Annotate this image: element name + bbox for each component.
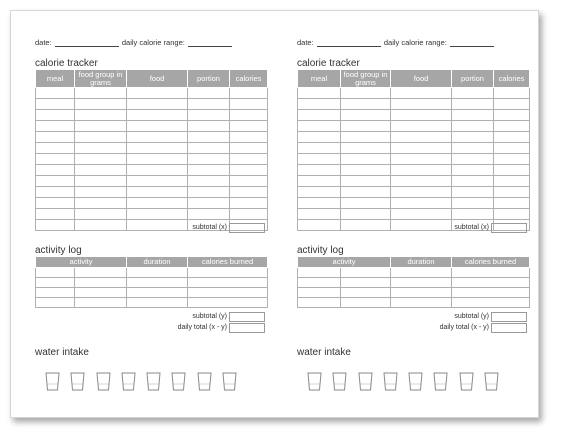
table-row	[36, 298, 268, 308]
table-cell[interactable]	[36, 121, 75, 132]
table-cell[interactable]	[36, 143, 75, 154]
calorie-table	[297, 69, 530, 231]
table-cell[interactable]	[230, 99, 268, 110]
water-glass-icon[interactable]	[197, 372, 212, 391]
table-row	[298, 288, 530, 298]
table-cell[interactable]	[494, 110, 530, 121]
table-cell[interactable]	[341, 121, 391, 132]
table-row	[298, 143, 530, 154]
table-row	[36, 268, 268, 278]
table-cell[interactable]	[494, 132, 530, 143]
table-cell[interactable]	[452, 154, 494, 165]
table-cell[interactable]	[298, 99, 341, 110]
table-row	[36, 132, 268, 143]
table-cell[interactable]	[75, 121, 127, 132]
daily-total-label: daily total (x - y)	[177, 324, 227, 331]
table-cell[interactable]	[127, 298, 188, 308]
table-cell[interactable]	[75, 209, 127, 220]
table-row	[298, 99, 530, 110]
subtotal-y-field[interactable]	[491, 312, 527, 322]
daily-total-field[interactable]	[229, 323, 265, 333]
subtotal-y-label: subtotal (y)	[192, 313, 227, 320]
activity-log-title: activity log	[297, 245, 344, 256]
table-row	[36, 99, 268, 110]
table-cell[interactable]	[188, 176, 230, 187]
calorie-table	[35, 69, 268, 231]
table-cell[interactable]	[341, 268, 391, 278]
header-duration: duration	[391, 257, 452, 268]
table-row	[298, 268, 530, 278]
table-cell[interactable]	[298, 176, 341, 187]
table-cell[interactable]	[75, 298, 127, 308]
header-activity: activity	[298, 257, 391, 268]
table-cell[interactable]	[188, 88, 230, 99]
table-row	[36, 278, 268, 288]
activity-header-row	[36, 257, 268, 268]
table-cell[interactable]	[75, 288, 127, 298]
table-cell[interactable]	[127, 154, 188, 165]
table-row	[36, 187, 268, 198]
table-cell[interactable]	[36, 298, 75, 308]
calorie-tracker-title: calorie tracker	[297, 58, 360, 69]
table-cell[interactable]	[452, 198, 494, 209]
table-cell[interactable]	[188, 132, 230, 143]
table-cell[interactable]	[75, 268, 127, 278]
table-cell[interactable]	[127, 198, 188, 209]
day-panel-left	[35, 11, 267, 417]
table-cell[interactable]	[230, 88, 268, 99]
water-glass-icon[interactable]	[146, 372, 161, 391]
table-row	[298, 88, 530, 99]
header-food-group: food group in grams	[341, 70, 391, 88]
header-activity: activity	[36, 257, 127, 268]
header-meal: meal	[298, 70, 341, 88]
table-cell[interactable]	[341, 176, 391, 187]
table-cell[interactable]	[298, 165, 341, 176]
table-cell[interactable]	[127, 187, 188, 198]
table-row	[36, 154, 268, 165]
table-cell[interactable]	[36, 268, 75, 278]
table-cell[interactable]	[391, 121, 452, 132]
table-cell[interactable]	[230, 121, 268, 132]
table-cell[interactable]	[341, 198, 391, 209]
table-cell[interactable]	[127, 268, 188, 278]
calorie-rows	[298, 88, 530, 231]
table-cell[interactable]	[391, 110, 452, 121]
calorie-range-label: daily calorie range:	[383, 38, 447, 47]
water-cups	[307, 372, 509, 394]
table-row	[36, 209, 268, 220]
table-cell[interactable]	[188, 110, 230, 121]
table-cell[interactable]	[36, 165, 75, 176]
date-line	[297, 38, 537, 47]
water-glass-icon[interactable]	[332, 372, 347, 391]
table-cell[interactable]	[452, 99, 494, 110]
header-food: food	[127, 70, 188, 88]
water-glass-icon[interactable]	[222, 372, 237, 391]
table-cell[interactable]	[494, 143, 530, 154]
table-cell[interactable]	[75, 99, 127, 110]
table-cell[interactable]	[298, 143, 341, 154]
table-cell[interactable]	[75, 165, 127, 176]
table-cell[interactable]	[36, 132, 75, 143]
table-cell[interactable]	[75, 143, 127, 154]
water-glass-icon[interactable]	[459, 372, 474, 391]
table-cell[interactable]	[452, 132, 494, 143]
table-cell[interactable]	[75, 187, 127, 198]
header-food: food	[391, 70, 452, 88]
table-cell[interactable]	[230, 209, 268, 220]
table-cell[interactable]	[341, 154, 391, 165]
table-cell[interactable]	[452, 121, 494, 132]
water-intake-title: water intake	[297, 347, 351, 358]
table-cell[interactable]	[494, 121, 530, 132]
header-portion: portion	[452, 70, 494, 88]
header-food-group: food group in grams	[75, 70, 127, 88]
table-cell[interactable]	[188, 121, 230, 132]
table-cell[interactable]	[188, 288, 268, 298]
table-row	[298, 209, 530, 220]
subtotal-y-line	[297, 312, 527, 322]
table-cell[interactable]	[298, 198, 341, 209]
water-glass-icon[interactable]	[70, 372, 85, 391]
table-cell[interactable]	[452, 288, 530, 298]
water-glass-icon[interactable]	[121, 372, 136, 391]
calorie-range-label: daily calorie range:	[121, 38, 185, 47]
table-cell[interactable]	[298, 298, 341, 308]
table-cell[interactable]	[127, 143, 188, 154]
table-cell[interactable]	[36, 209, 75, 220]
table-cell[interactable]	[230, 154, 268, 165]
table-cell[interactable]	[391, 198, 452, 209]
table-cell[interactable]	[127, 88, 188, 99]
table-cell[interactable]	[341, 165, 391, 176]
header-calories-burned: calories burned	[452, 257, 530, 268]
table-cell[interactable]	[391, 176, 452, 187]
table-cell[interactable]	[188, 165, 230, 176]
table-row	[298, 298, 530, 308]
water-glass-icon[interactable]	[383, 372, 398, 391]
day-panel-right	[297, 11, 529, 417]
table-cell[interactable]	[188, 187, 230, 198]
table-cell[interactable]	[494, 176, 530, 187]
table-cell[interactable]	[298, 268, 341, 278]
table-cell[interactable]	[494, 154, 530, 165]
table-cell[interactable]	[230, 165, 268, 176]
subtotal-x-field[interactable]	[229, 223, 265, 233]
table-cell[interactable]	[452, 268, 530, 278]
table-cell[interactable]	[127, 110, 188, 121]
table-cell[interactable]	[188, 99, 230, 110]
table-row	[298, 110, 530, 121]
table-cell[interactable]	[36, 288, 75, 298]
table-row	[298, 278, 530, 288]
table-row	[36, 121, 268, 132]
subtotal-x-line	[297, 223, 527, 233]
table-cell[interactable]	[391, 288, 452, 298]
table-cell[interactable]	[391, 143, 452, 154]
table-cell[interactable]	[188, 268, 268, 278]
table-cell[interactable]	[341, 288, 391, 298]
activity-log-title: activity log	[35, 245, 82, 256]
table-cell[interactable]	[127, 278, 188, 288]
water-glass-icon[interactable]	[45, 372, 60, 391]
table-cell[interactable]	[452, 110, 494, 121]
header-calories: calories	[494, 70, 530, 88]
table-cell[interactable]	[188, 209, 230, 220]
table-cell[interactable]	[75, 198, 127, 209]
table-cell[interactable]	[391, 268, 452, 278]
table-row	[298, 165, 530, 176]
table-cell[interactable]	[36, 110, 75, 121]
header-calories-burned: calories burned	[188, 257, 268, 268]
table-row	[36, 176, 268, 187]
table-cell[interactable]	[452, 88, 494, 99]
table-cell[interactable]	[391, 278, 452, 288]
subtotal-x-label: subtotal (x)	[454, 224, 489, 231]
table-cell[interactable]	[391, 209, 452, 220]
calorie-range-field[interactable]	[450, 38, 494, 47]
table-cell[interactable]	[341, 278, 391, 288]
table-cell[interactable]	[127, 176, 188, 187]
table-row	[36, 88, 268, 99]
calorie-range-field[interactable]	[188, 38, 232, 47]
daily-total-line	[35, 323, 265, 333]
table-cell[interactable]	[341, 99, 391, 110]
calorie-rows	[36, 88, 268, 231]
table-cell[interactable]	[298, 110, 341, 121]
table-cell[interactable]	[36, 154, 75, 165]
table-cell[interactable]	[36, 176, 75, 187]
daily-total-label: daily total (x - y)	[439, 324, 489, 331]
table-cell[interactable]	[341, 209, 391, 220]
table-cell[interactable]	[127, 209, 188, 220]
table-cell[interactable]	[230, 143, 268, 154]
water-glass-icon[interactable]	[484, 372, 499, 391]
table-cell[interactable]	[298, 288, 341, 298]
table-cell[interactable]	[494, 187, 530, 198]
table-cell[interactable]	[494, 165, 530, 176]
table-row	[298, 176, 530, 187]
table-cell[interactable]	[298, 88, 341, 99]
table-cell[interactable]	[341, 132, 391, 143]
table-cell[interactable]	[75, 176, 127, 187]
table-cell[interactable]	[127, 288, 188, 298]
table-cell[interactable]	[75, 110, 127, 121]
table-cell[interactable]	[230, 187, 268, 198]
table-cell[interactable]	[230, 176, 268, 187]
header-meal: meal	[36, 70, 75, 88]
table-cell[interactable]	[188, 278, 268, 288]
table-cell[interactable]	[494, 209, 530, 220]
table-cell[interactable]	[452, 298, 530, 308]
water-glass-icon[interactable]	[96, 372, 111, 391]
calorie-header-row	[36, 70, 268, 88]
table-cell[interactable]	[75, 278, 127, 288]
calorie-header-row	[298, 70, 530, 88]
table-cell[interactable]	[298, 154, 341, 165]
date-label: date:	[35, 38, 52, 47]
table-cell[interactable]	[75, 132, 127, 143]
date-field[interactable]	[55, 38, 119, 47]
table-cell[interactable]	[230, 198, 268, 209]
header-duration: duration	[127, 257, 188, 268]
table-row	[36, 288, 268, 298]
subtotal-y-line	[35, 312, 265, 322]
table-cell[interactable]	[127, 121, 188, 132]
daily-total-line	[297, 323, 527, 333]
water-glass-icon[interactable]	[433, 372, 448, 391]
table-row	[36, 165, 268, 176]
table-row	[298, 187, 530, 198]
table-cell[interactable]	[188, 198, 230, 209]
table-cell[interactable]	[36, 99, 75, 110]
date-field[interactable]	[317, 38, 381, 47]
water-glass-icon[interactable]	[307, 372, 322, 391]
table-cell[interactable]	[230, 110, 268, 121]
table-cell[interactable]	[341, 187, 391, 198]
date-line	[35, 38, 275, 47]
table-row	[298, 121, 530, 132]
table-cell[interactable]	[75, 154, 127, 165]
table-cell[interactable]	[298, 209, 341, 220]
table-row	[36, 143, 268, 154]
table-cell[interactable]	[452, 278, 530, 288]
table-cell[interactable]	[452, 143, 494, 154]
activity-table	[297, 256, 530, 308]
table-cell[interactable]	[494, 198, 530, 209]
table-row	[298, 198, 530, 209]
activity-header-row	[298, 257, 530, 268]
table-cell[interactable]	[127, 165, 188, 176]
subtotal-x-line	[35, 223, 265, 233]
table-cell[interactable]	[298, 121, 341, 132]
table-cell[interactable]	[494, 88, 530, 99]
subtotal-y-field[interactable]	[229, 312, 265, 322]
water-intake-title: water intake	[35, 347, 89, 358]
table-cell[interactable]	[127, 99, 188, 110]
table-cell[interactable]	[127, 132, 188, 143]
subtotal-x-field[interactable]	[491, 223, 527, 233]
table-cell[interactable]	[188, 154, 230, 165]
table-row	[298, 132, 530, 143]
activity-table	[35, 256, 268, 308]
table-cell[interactable]	[391, 187, 452, 198]
table-cell[interactable]	[341, 110, 391, 121]
table-row	[36, 110, 268, 121]
table-row	[36, 198, 268, 209]
table-cell[interactable]	[341, 298, 391, 308]
table-row	[298, 154, 530, 165]
water-glass-icon[interactable]	[171, 372, 186, 391]
activity-rows	[36, 268, 268, 308]
subtotal-y-label: subtotal (y)	[454, 313, 489, 320]
table-cell[interactable]	[391, 298, 452, 308]
table-cell[interactable]	[391, 165, 452, 176]
table-cell[interactable]	[298, 187, 341, 198]
table-cell[interactable]	[298, 278, 341, 288]
table-cell[interactable]	[341, 143, 391, 154]
table-cell[interactable]	[36, 187, 75, 198]
table-cell[interactable]	[75, 88, 127, 99]
planner-sheet	[10, 10, 539, 418]
table-cell[interactable]	[36, 88, 75, 99]
table-cell[interactable]	[298, 132, 341, 143]
water-cups	[45, 372, 247, 394]
table-cell[interactable]	[36, 198, 75, 209]
table-cell[interactable]	[391, 88, 452, 99]
table-cell[interactable]	[391, 99, 452, 110]
header-portion: portion	[188, 70, 230, 88]
table-cell[interactable]	[341, 88, 391, 99]
date-label: date:	[297, 38, 314, 47]
daily-total-field[interactable]	[491, 323, 527, 333]
subtotal-x-label: subtotal (x)	[192, 224, 227, 231]
table-cell[interactable]	[188, 143, 230, 154]
table-cell[interactable]	[452, 165, 494, 176]
table-cell[interactable]	[452, 209, 494, 220]
table-cell[interactable]	[391, 154, 452, 165]
table-cell[interactable]	[452, 187, 494, 198]
table-cell[interactable]	[188, 298, 268, 308]
water-glass-icon[interactable]	[358, 372, 373, 391]
water-glass-icon[interactable]	[408, 372, 423, 391]
table-cell[interactable]	[452, 176, 494, 187]
table-cell[interactable]	[494, 99, 530, 110]
table-cell[interactable]	[36, 278, 75, 288]
header-calories: calories	[230, 70, 268, 88]
calorie-tracker-title: calorie tracker	[35, 58, 98, 69]
activity-rows	[298, 268, 530, 308]
table-cell[interactable]	[391, 132, 452, 143]
table-cell[interactable]	[230, 132, 268, 143]
